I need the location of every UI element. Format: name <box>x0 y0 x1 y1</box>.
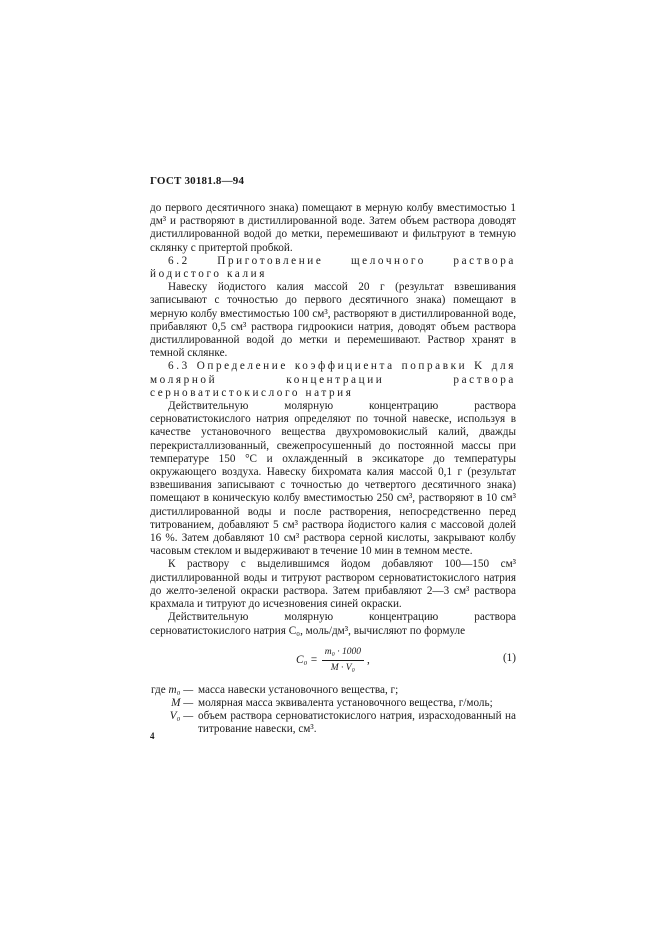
paragraph-continuation: до первого десятичного знака) помещают в мерную колбу вместимостью 1 дм³ и растворяют в дистиллированной воде. Затем объем раствора доводят дистиллированной водой до метки, перемешивают и фильтруют в темную склянку с притертой пробкой. <box>150 202 516 254</box>
formula-tail: , <box>367 653 370 666</box>
definition-text: масса навески установочного вещества, г; <box>198 683 399 696</box>
definition-symbol: V₀ <box>169 710 181 723</box>
document-body <box>150 202 516 737</box>
section-heading-6-3: 6.3 Определение коэффициента поправки K для молярной концентрации раствора серноватистокислого натрия <box>150 360 516 399</box>
formula <box>296 646 370 675</box>
paragraph-6-3-a: Действительную молярную концентрацию раствора серноватистокислого натрия определяют по точной навеске, используя в качестве установочного вещества двухромовокислый калий, дважды перекристаллизованный, свежепросушенный до постоянной массы при температуре 150 °С и охлажденный в эксикаторе до температуры окружающего воздуха. Навеску бихромата калия массой 0,1 г (результат взвешивания записывают с точностью до четвертого десятичного знака) помещают в коническую колбу вместимостью 250 см³, растворяют в 10 см³ дистиллированной воды и после растворения, непосредственно перед титрованием, добавляют 5 см³ раствора йодистого калия с массовой долей 16 %. Затем добавляют 10 см³ раствора серной кислоты, закрывают колбу часовым стеклом и выдерживают в течение 10 мин в темном месте. <box>150 400 516 558</box>
section-heading-6-2: 6.2 Приготовление щелочного раствора йодистого калия <box>150 254 516 281</box>
definitions-list <box>150 684 516 737</box>
definition-symbol: m₀ <box>168 683 181 696</box>
definition-row: V₀ — объем раствора серноватистокислого натрия, израсходованный на титрование навески, см³. <box>169 710 516 736</box>
definition-text: объем раствора серноватистокислого натрия, израсходованный на титрование навески, см³. <box>198 710 516 736</box>
page-header: ГОСТ 30181.8—94 <box>150 175 245 187</box>
formula-denominator: M · V₀ <box>330 662 355 673</box>
formula-numerator: m₀ · 1000 <box>322 646 364 661</box>
paragraph-6-2: Навеску йодистого калия массой 20 г (результат взвешивания записывают с точностью до первого десятичного знака) помещают в мерную колбу вместимостью 100 см³, растворяют в дистиллированной воде, прибавляют 0,5 см³ раствора гидроокиси натрия, доводят объем раствора дистиллированной водой до метки и перемешивают. Раствор хранят в темной склянке. <box>150 281 516 360</box>
paragraph-6-3-c: Действительную молярную концентрацию раствора серноватистокислого натрия C₀, моль/дм³, вычисляют по формуле <box>150 611 516 637</box>
formula-block <box>150 642 516 676</box>
paragraph-6-3-b: К раствору с выделившимся йодом добавляют 100—150 см³ дистиллированной воды и титруют раствором серноватистокислого натрия до желто-зеленой окраски раствора. Затем прибавляют 2—3 см³ раствора крахмала и титруют до исчезновения синей окраски. <box>150 558 516 611</box>
page-number: 4 <box>150 731 155 741</box>
definition-text: молярная масса эквивалента установочного вещества, г/моль; <box>198 696 493 709</box>
formula-number: (1) <box>502 651 516 664</box>
definition-symbol: M <box>171 696 181 709</box>
definition-row: где m₀ — масса навески установочного вещества, г; <box>150 684 516 697</box>
formula-fraction <box>322 646 364 675</box>
definition-row: M — молярная масса эквивалента установочного вещества, г/моль; <box>150 697 516 710</box>
formula-lhs: C₀ = <box>296 653 318 666</box>
definition-prefix: где <box>150 683 169 696</box>
